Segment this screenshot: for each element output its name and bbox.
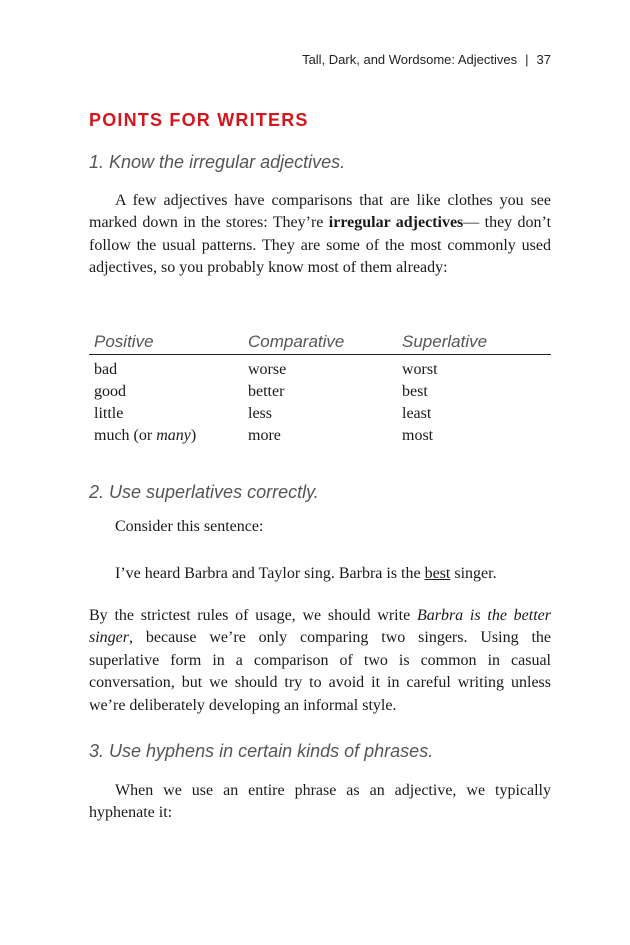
cell-positive-emphasis: many [156, 427, 191, 444]
header-separator: | [525, 52, 529, 67]
cell-positive-text-a: much (or [94, 427, 157, 444]
cell-positive: bad [94, 361, 118, 378]
cell-comparative: better [248, 383, 285, 400]
cell-positive-text-b: ) [190, 427, 197, 444]
cell-positive: little [94, 405, 124, 422]
point-2-text-a: By the strictest rules of usage, we should write [89, 607, 417, 624]
column-header-superlative: Superlative [402, 332, 488, 351]
table-header-row [89, 326, 551, 355]
page-number: 37 [536, 52, 551, 67]
cell-comparative: less [248, 405, 272, 422]
example-underlined-word: best [424, 565, 451, 582]
running-title: Tall, Dark, and Wordsome: Adjectives [302, 52, 518, 67]
column-header-comparative: Comparative [248, 332, 345, 351]
cell-comparative: worse [248, 361, 287, 378]
point-2-heading: 2. Use superlatives correctly. [89, 482, 319, 502]
example-sentence [89, 563, 551, 585]
table-row [89, 403, 551, 425]
point-2-text-b: , because we’re only comparing two singers. Using the superlative form in a comparison of two is common in casual conversation, but we should try to avoid it in careful writing unless we’re deliberately developing an informal style. [89, 629, 551, 714]
point-2-emphasis: Barbra is the better singer [89, 607, 551, 647]
cell-positive: good [94, 383, 126, 400]
point-1-text-a: A few adjectives have comparisons that are like clothes you see marked down in the stores: They’re [89, 192, 551, 232]
column-header-positive: Positive [94, 332, 154, 351]
table-row [89, 381, 551, 403]
example-text-b: singer. [450, 565, 497, 582]
point-3-heading: 3. Use hyphens in certain kinds of phrases. [89, 741, 434, 761]
cell-superlative: most [402, 427, 434, 444]
point-1-paragraph [89, 190, 551, 280]
irregular-adjectives-table [89, 326, 551, 447]
section-title: POINTS FOR WRITERS [89, 110, 309, 130]
running-header [302, 52, 551, 67]
example-text-a: I’ve heard Barbra and Taylor sing. Barbra is the [115, 565, 425, 582]
table-body [89, 355, 551, 447]
cell-superlative: best [402, 383, 428, 400]
irregular-adjectives-term: irregular adjectives [328, 214, 464, 232]
point-1-text-b: — they don’t follow the usual patterns. They are some of the most commonly used adjectives, so you probably know most of them already: [89, 214, 552, 277]
table-row [89, 359, 551, 381]
cell-comparative: more [248, 427, 281, 444]
point-3-paragraph: When we use an entire phrase as an adjective, we typically hyphenate it: [89, 782, 551, 822]
point-2-paragraph [89, 605, 551, 717]
table-row [89, 425, 551, 447]
cell-superlative: worst [402, 361, 438, 378]
cell-superlative: least [402, 405, 432, 422]
point-1-heading: 1. Know the irregular adjectives. [89, 152, 346, 172]
cell-positive [89, 425, 248, 447]
consider-line: Consider this sentence: [115, 518, 264, 535]
